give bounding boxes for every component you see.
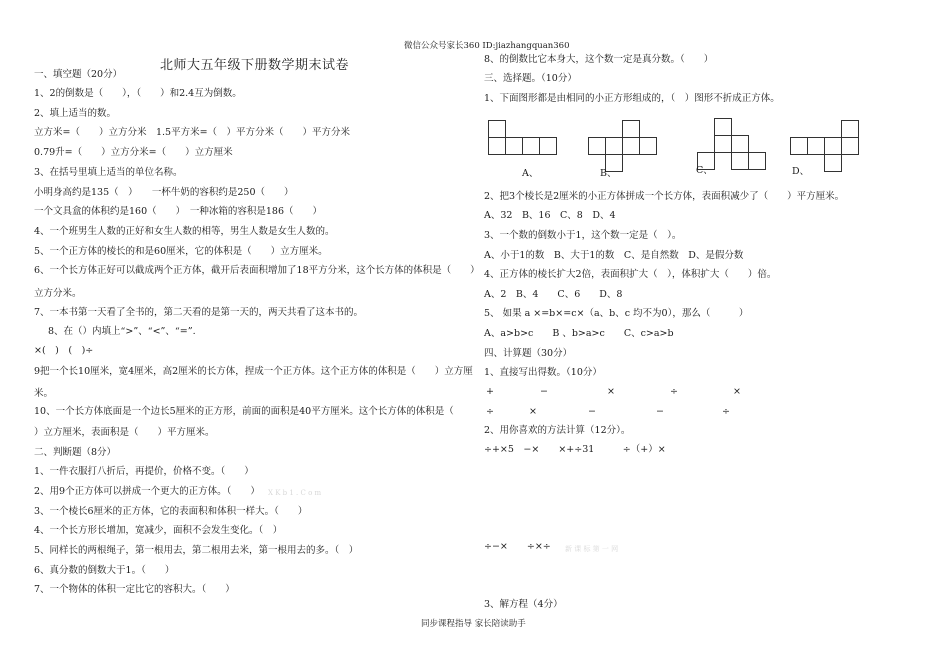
question-line: 5、同样长的两根绳子，第一根用去，第二根用去米，第一根用去的多。（ ） — [34, 545, 359, 556]
section-choice-heading: 三、选择题。（10分） — [484, 73, 577, 84]
answer-options: A、32 B、16 C、8 D、4 — [484, 210, 616, 221]
operator-symbol: − — [656, 406, 664, 417]
question-line: 立方分米。 — [34, 288, 82, 299]
question-line: ×( ) ( )÷ — [34, 345, 94, 356]
operator-symbol: − — [588, 406, 596, 417]
operator-symbol: × — [607, 386, 615, 397]
faint-watermark: 新 课 标 第 一 网 — [565, 545, 619, 553]
operator-symbol: ÷ — [722, 406, 730, 417]
question-line: 8、的倒数比它本身大，这个数一定是真分数。（ ） — [484, 54, 714, 65]
net-label-c: C、 — [696, 165, 713, 176]
answer-options: A、小于1的数 B、大于1的数 C、是自然数 D、是假分数 — [484, 250, 744, 261]
question-line: 2、用9个正方体可以拼成一个更大的正方体。（ ） — [34, 486, 260, 497]
operator-symbol: + — [486, 386, 494, 397]
question-line: 小明身高约是135（ ） 一杯牛奶的容积约是250（ ） — [34, 187, 294, 198]
operator-symbol: × — [529, 406, 537, 417]
net-label-b: B、 — [600, 168, 617, 179]
page-title: 北师大五年级下册数学期末试卷 — [160, 58, 350, 73]
question-line: 2、把3个棱长是2厘米的小正方体拼成一个长方体，表面积减少了（ ）平方厘米。 — [484, 191, 845, 202]
section-true-false-heading: 二、判断题（8分） — [34, 447, 117, 458]
operator-symbol: − — [540, 386, 548, 397]
question-line: 7、一本书第一天看了全书的，第二天看的是第一天的，两天共看了这本书的。 — [34, 307, 364, 318]
question-line: 米。 — [34, 388, 54, 399]
question-line: 7、一个物体的体积一定比它的容积大。（ ） — [34, 584, 235, 595]
question-line: 4、一个班男生人数的正好和女生人数的相等，男生人数是女生人数的。 — [34, 226, 335, 237]
question-line: ）立方厘米，表面积是（ ）平方厘米。 — [34, 427, 215, 438]
question-line: 5、 如果 a ×=b×=c×（a、b、c 均不为0），那么（ ） — [484, 308, 749, 319]
operator-symbol: ÷ — [670, 386, 678, 397]
question-line: 1、一件衣服打八折后，再提价，价格不变。（ ） — [34, 466, 254, 477]
faint-watermark: X K b 1 . C o m — [268, 489, 322, 497]
question-line: 3、解方程（4分） — [484, 599, 563, 610]
question-line: 0.79升=（ ）立方分米=（ ）立方厘米 — [34, 147, 233, 158]
footer-text: 同步课程指导 家长陪读助手 — [421, 619, 526, 629]
question-line: 3、一个棱长6厘米的正方体，它的表面积和体积一样大。（ ） — [34, 506, 308, 517]
answer-options: A、a>b>c B 、b>a>c C、c>a>b — [484, 328, 674, 339]
question-line: 9把一个长10厘米，宽4厘米，高2厘米的长方体，捏成一个正方体。这个正方体的体积是（ ）立方厘 — [34, 366, 473, 377]
operator-symbol: × — [733, 386, 741, 397]
net-label-a: A、 — [522, 168, 539, 179]
question-line: 8、在（）内填上“>”、“<”、“=”. — [48, 326, 196, 337]
cube-net-a-figure — [488, 120, 568, 160]
calc-expression-row: ÷−× ÷×÷ — [484, 541, 551, 552]
top-watermark-text: 微信公众号家长360 ID:jiazhangquan360 — [404, 41, 570, 51]
question-line: 1、2的倒数是（ ），（ ）和2.4互为倒数。 — [34, 88, 242, 99]
section-calculation-heading: 四、计算题（30分） — [484, 348, 573, 359]
question-line: 立方米=（ ）立方分米 1.5平方米=（ ）平方分米（ ）平方分米 — [34, 127, 351, 138]
calc-expression-row: ÷+×5 −× ×+÷31 ÷（+）× — [484, 444, 666, 455]
question-line: 3、在括号里填上适当的单位名称。 — [34, 167, 183, 178]
section-fill-in-heading: 一、填空题（20分） — [34, 69, 123, 80]
question-line: 3、一个数的倒数小于1，这个数一定是（ ）。 — [484, 230, 682, 241]
question-line: 6、一个长方体正好可以截成两个正方体，截开后表面积增加了18平方分米，这个长方体的体积是（ ） — [34, 265, 480, 276]
question-line: 4、一个长方形长增加，宽减少，面积不会发生变化。（ ） — [34, 525, 283, 536]
question-line: 2、填上适当的数。 — [34, 108, 117, 119]
net-label-d: D、 — [792, 166, 810, 177]
question-line: 5、一个正方体的棱长的和是60厘米，它的体积是（ ）立方厘米。 — [34, 246, 328, 257]
question-line: 2、用你喜欢的方法计算（12分）。 — [484, 425, 631, 436]
question-line: 4、正方体的棱长扩大2倍，表面积扩大（ ），体积扩大（ ）倍。 — [484, 269, 777, 280]
answer-options: A、2 B、4 C、6 D、8 — [484, 289, 623, 300]
question-line: 1、下面图形都是由相同的小正方形组成的，（ ）图形不折成正方体。 — [484, 93, 780, 104]
operator-symbol: ÷ — [486, 406, 494, 417]
question-line: 一个文具盒的体积约是160（ ） 一种冰箱的容积是186（ ） — [34, 206, 323, 217]
question-line: 10、一个长方体底面是一个边长5厘米的正方形，前面的面积是40平方厘米。这个长方体的体积是（ — [34, 406, 464, 417]
question-line: 1、直接写出得数。（10分） — [484, 367, 602, 378]
question-line: 6、真分数的倒数大于1。（ ） — [34, 565, 175, 576]
